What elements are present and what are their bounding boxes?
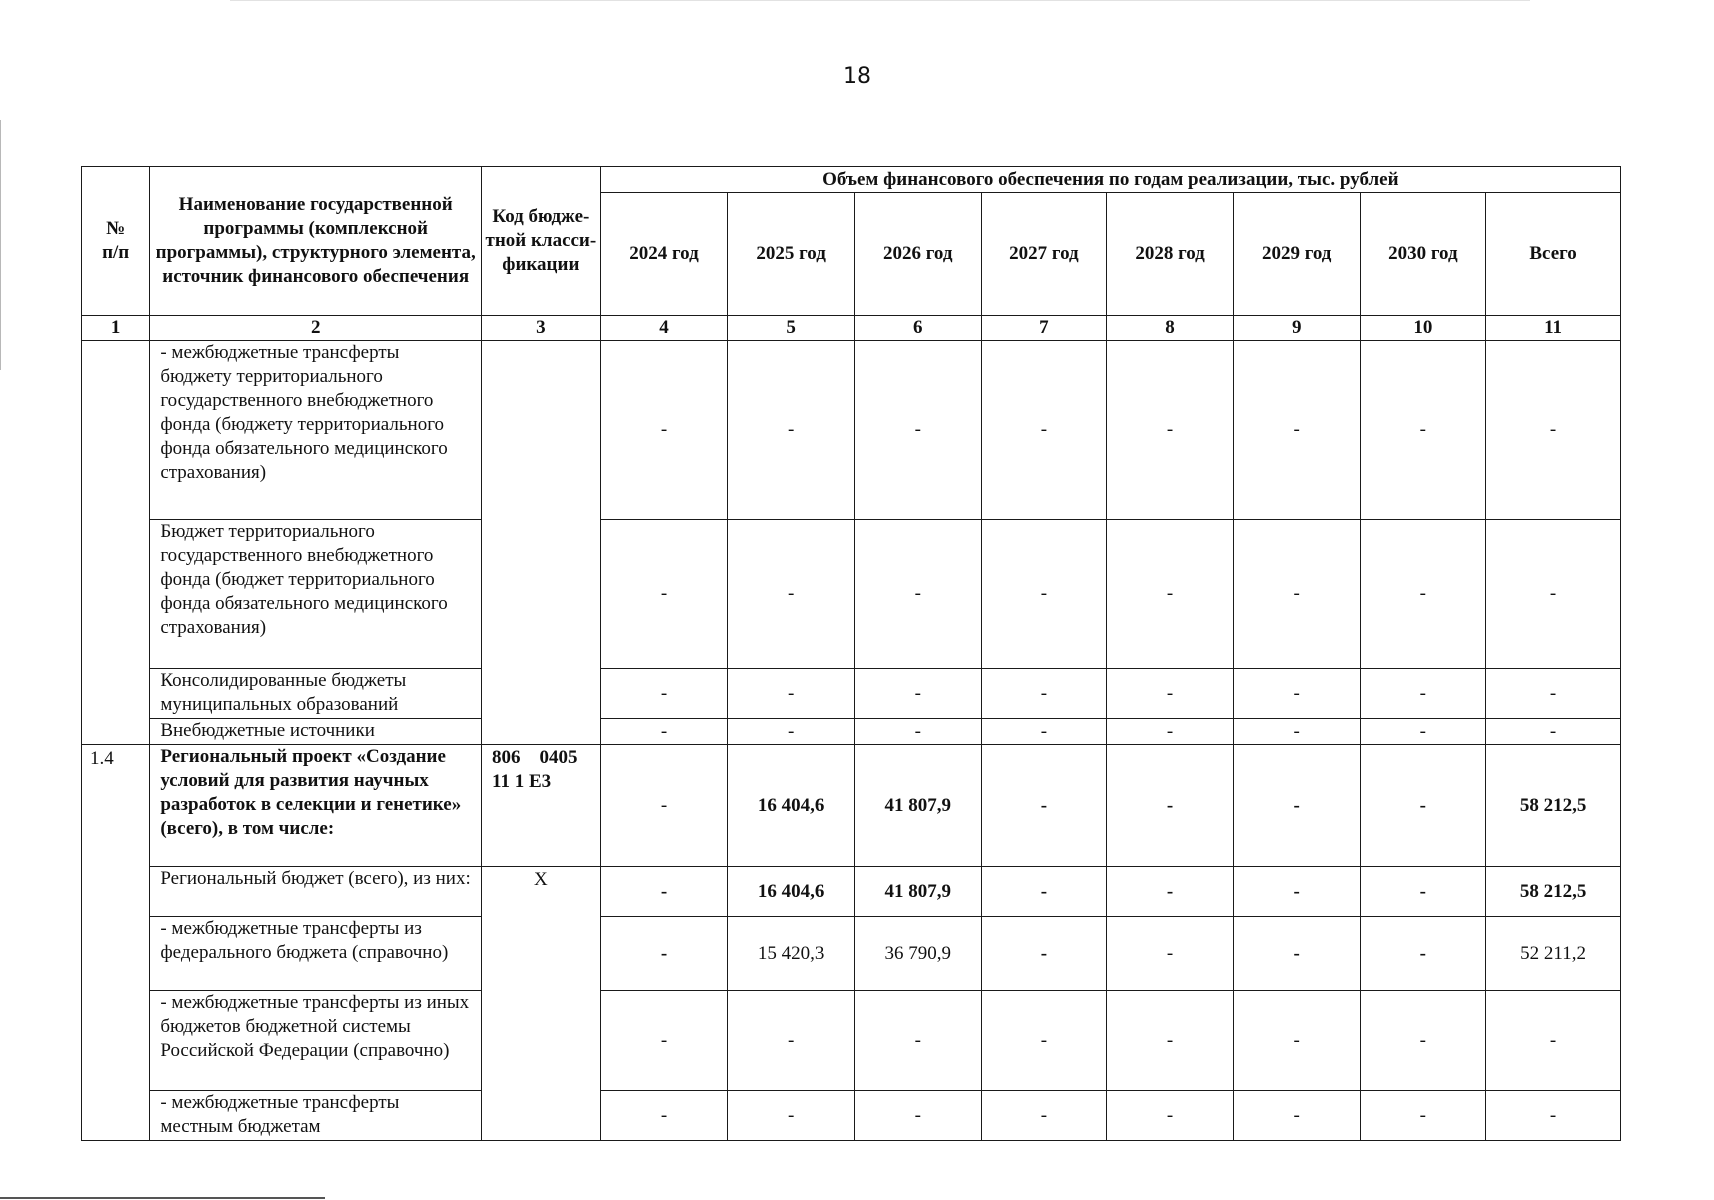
- row-number: 1.4: [82, 745, 150, 1141]
- value-cell: -: [854, 1091, 981, 1141]
- column-number: 5: [728, 316, 855, 341]
- value-cell: -: [1107, 867, 1234, 917]
- value-cell: -: [728, 719, 855, 745]
- value-cell: -: [854, 991, 981, 1091]
- header-total: Всего: [1486, 193, 1621, 316]
- financing-table: [81, 166, 1621, 1141]
- column-number: 11: [1486, 316, 1621, 341]
- value-cell: -: [728, 1091, 855, 1141]
- table-row: [82, 917, 1621, 991]
- table-row: [82, 745, 1621, 867]
- value-cell: -: [1360, 669, 1486, 719]
- value-cell: -: [600, 669, 728, 719]
- budget-code-x: X: [482, 867, 601, 1141]
- table-row: [82, 669, 1621, 719]
- value-cell: -: [600, 991, 728, 1091]
- table-row: [82, 1091, 1621, 1141]
- row-num-empty: [82, 341, 150, 745]
- value-cell: -: [1107, 520, 1234, 669]
- row-code-empty: [482, 341, 601, 745]
- value-cell: -: [981, 867, 1107, 917]
- value-cell: -: [1233, 991, 1360, 1091]
- value-cell: -: [981, 520, 1107, 669]
- value-cell: 52 211,2: [1486, 917, 1621, 991]
- value-cell: -: [1107, 991, 1234, 1091]
- value-cell: -: [1360, 520, 1486, 669]
- value-cell: -: [981, 669, 1107, 719]
- value-cell: -: [1107, 669, 1234, 719]
- value-cell: -: [981, 917, 1107, 991]
- value-cell: -: [728, 341, 855, 520]
- value-cell: -: [854, 341, 981, 520]
- header-year: 2030 год: [1360, 193, 1486, 316]
- value-cell: 16 404,6: [728, 745, 855, 867]
- column-number: 1: [82, 316, 150, 341]
- column-number: 3: [482, 316, 601, 341]
- value-cell: -: [981, 341, 1107, 520]
- value-cell: -: [600, 917, 728, 991]
- column-number: 9: [1233, 316, 1360, 341]
- row-name: - межбюджетные трансферты бюджету территориального государственного внебюджетного фонда (бюджету территориального фонда обязательного медицинского страхования): [150, 341, 482, 520]
- value-cell: -: [854, 520, 981, 669]
- value-cell: -: [600, 1091, 728, 1141]
- value-cell: 16 404,6: [728, 867, 855, 917]
- value-cell: -: [1486, 719, 1621, 745]
- header-year: 2024 год: [600, 193, 728, 316]
- value-cell: -: [854, 719, 981, 745]
- column-number: 2: [150, 316, 482, 341]
- value-cell: -: [1107, 719, 1234, 745]
- table-body: [82, 341, 1621, 1141]
- value-cell: -: [1360, 991, 1486, 1091]
- value-cell: -: [1360, 341, 1486, 520]
- table-row: [82, 867, 1621, 917]
- scan-edge-bottom: [0, 1197, 325, 1199]
- value-cell: -: [1360, 917, 1486, 991]
- column-number: 7: [981, 316, 1107, 341]
- value-cell: -: [1486, 669, 1621, 719]
- value-cell: -: [728, 520, 855, 669]
- value-cell: -: [1360, 745, 1486, 867]
- table-row: [82, 341, 1621, 520]
- table-header: [82, 167, 1621, 341]
- value-cell: -: [728, 669, 855, 719]
- header-year: 2026 год: [854, 193, 981, 316]
- row-name: Региональный проект «Создание условий для развития научных разработок в селекции и генетике» (всего), в том числе:: [150, 745, 482, 867]
- value-cell: -: [1233, 341, 1360, 520]
- row-name: Региональный бюджет (всего), из них:: [150, 867, 482, 917]
- value-cell: -: [1233, 520, 1360, 669]
- value-cell: -: [1233, 1091, 1360, 1141]
- header-num: № п/п: [82, 167, 150, 316]
- value-cell: -: [1360, 867, 1486, 917]
- value-cell: -: [854, 669, 981, 719]
- value-cell: -: [981, 991, 1107, 1091]
- value-cell: -: [1486, 1091, 1621, 1141]
- value-cell: 58 212,5: [1486, 745, 1621, 867]
- header-name: Наименование государственной программы (комплексной программы), структурного элемента, источник финансового обеспечения: [150, 167, 482, 316]
- header-year: 2027 год: [981, 193, 1107, 316]
- header-year: 2025 год: [728, 193, 855, 316]
- value-cell: 41 807,9: [854, 745, 981, 867]
- value-cell: -: [981, 719, 1107, 745]
- value-cell: -: [600, 520, 728, 669]
- row-name: - межбюджетные трансферты из иных бюджетов бюджетной системы Российской Федерации (справочно): [150, 991, 482, 1091]
- value-cell: -: [600, 341, 728, 520]
- budget-code: 806 0405 11 1 E3: [482, 745, 601, 867]
- value-cell: -: [1107, 745, 1234, 867]
- value-cell: -: [728, 991, 855, 1091]
- value-cell: 41 807,9: [854, 867, 981, 917]
- scan-edge-top: [230, 0, 1530, 1]
- value-cell: -: [1233, 867, 1360, 917]
- table-row: [82, 520, 1621, 669]
- column-number: 8: [1107, 316, 1234, 341]
- value-cell: -: [1233, 669, 1360, 719]
- row-name: Бюджет территориального государственного внебюджетного фонда (бюджет территориального фонда обязательного медицинского страхования): [150, 520, 482, 669]
- value-cell: -: [600, 745, 728, 867]
- value-cell: -: [1360, 719, 1486, 745]
- value-cell: -: [1233, 917, 1360, 991]
- value-cell: -: [1107, 1091, 1234, 1141]
- header-volume: Объем финансового обеспечения по годам реализации, тыс. рублей: [600, 167, 1620, 193]
- value-cell: 36 790,9: [854, 917, 981, 991]
- scan-edge-left: [0, 120, 1, 370]
- value-cell: 58 212,5: [1486, 867, 1621, 917]
- value-cell: -: [1486, 341, 1621, 520]
- value-cell: -: [1233, 745, 1360, 867]
- header-year: 2029 год: [1233, 193, 1360, 316]
- header-year: 2028 год: [1107, 193, 1234, 316]
- value-cell: -: [1107, 341, 1234, 520]
- value-cell: -: [600, 867, 728, 917]
- column-number: 4: [600, 316, 728, 341]
- row-name: Консолидированные бюджеты муниципальных образований: [150, 669, 482, 719]
- row-name: Внебюджетные источники: [150, 719, 482, 745]
- value-cell: -: [981, 745, 1107, 867]
- column-number: 6: [854, 316, 981, 341]
- header-code: Код бюдже-тной класси-фикации: [482, 167, 601, 316]
- value-cell: -: [1486, 520, 1621, 669]
- row-name: - межбюджетные трансферты местным бюджетам: [150, 1091, 482, 1141]
- table-row: [82, 719, 1621, 745]
- value-cell: -: [1486, 991, 1621, 1091]
- value-cell: -: [1360, 1091, 1486, 1141]
- row-name: - межбюджетные трансферты из федерального бюджета (справочно): [150, 917, 482, 991]
- value-cell: -: [981, 1091, 1107, 1141]
- value-cell: 15 420,3: [728, 917, 855, 991]
- value-cell: -: [600, 719, 728, 745]
- value-cell: -: [1107, 917, 1234, 991]
- table-row: [82, 991, 1621, 1091]
- column-number-row: [82, 316, 1621, 341]
- page-number: 18: [843, 64, 871, 89]
- column-number: 10: [1360, 316, 1486, 341]
- value-cell: -: [1233, 719, 1360, 745]
